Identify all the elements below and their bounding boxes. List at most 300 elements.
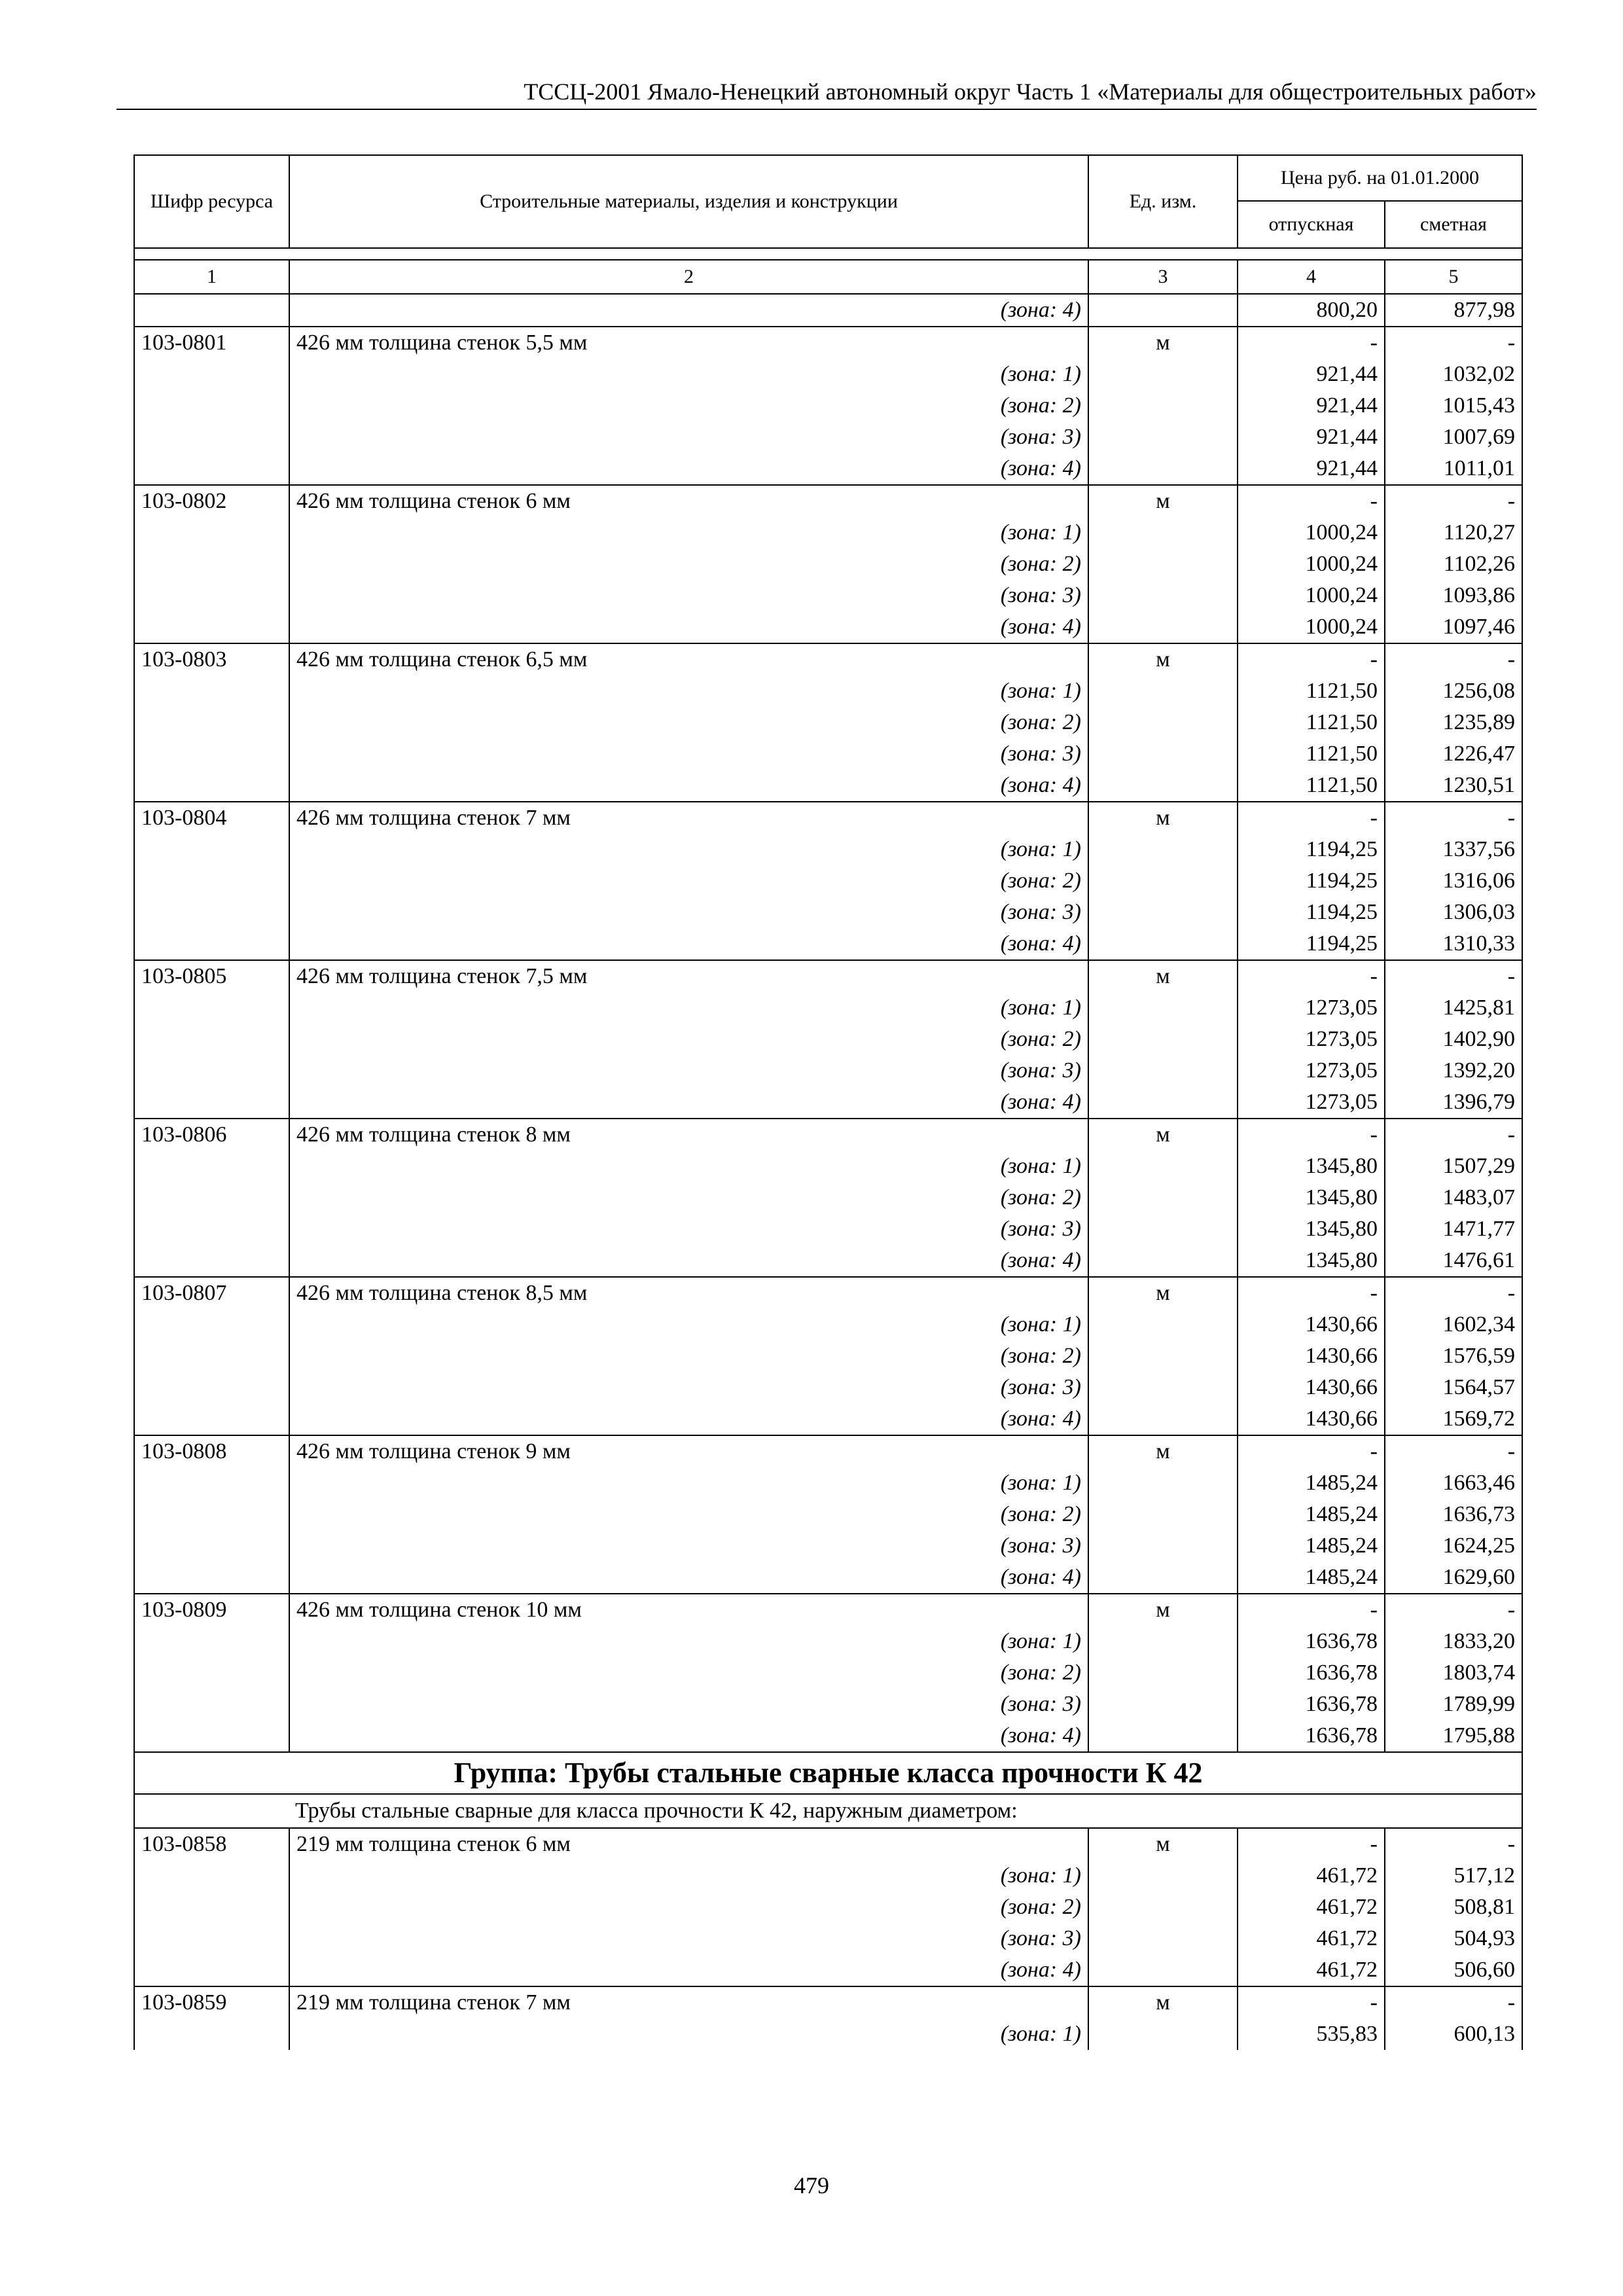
table-body <box>134 294 1522 2050</box>
estimate-price: 1392,20 <box>1385 1055 1522 1086</box>
zone-row <box>134 359 1522 390</box>
release-price: 1121,50 <box>1238 738 1385 770</box>
zone-row <box>134 1151 1522 1182</box>
release-price: 1636,78 <box>1238 1626 1385 1657</box>
estimate-price: - <box>1385 802 1522 834</box>
col-number: 1 <box>134 260 289 294</box>
estimate-price: 1425,81 <box>1385 992 1522 1024</box>
release-price: 1485,24 <box>1238 1467 1385 1499</box>
zone-cell: (зона: 4) <box>289 453 1088 485</box>
unit-cell: м <box>1088 802 1238 834</box>
estimate-price: - <box>1385 485 1522 517</box>
zone-cell: (зона: 2) <box>289 865 1088 897</box>
unit-cell <box>1088 548 1238 580</box>
table-row <box>134 1277 1522 1309</box>
unit-cell <box>1088 1403 1238 1435</box>
code-cell <box>134 517 289 548</box>
zone-cell: (зона: 2) <box>289 1892 1088 1923</box>
unit-cell: м <box>1088 1594 1238 1626</box>
code-cell <box>134 611 289 643</box>
zone-row <box>134 1024 1522 1055</box>
estimate-price: 506,60 <box>1385 1954 1522 1986</box>
zone-row <box>134 1860 1522 1892</box>
zone-row <box>134 1182 1522 1213</box>
estimate-price: 1476,61 <box>1385 1245 1522 1277</box>
unit-cell <box>1088 770 1238 802</box>
zone-cell: (зона: 4) <box>289 294 1088 327</box>
zone-cell: (зона: 1) <box>289 2018 1088 2050</box>
table-row <box>134 485 1522 517</box>
zone-row <box>134 1562 1522 1594</box>
code-cell <box>134 707 289 738</box>
unit-cell <box>1088 707 1238 738</box>
code-cell <box>134 1657 289 1689</box>
unit-cell <box>1088 1024 1238 1055</box>
item-name: 426 мм толщина стенок 8 мм <box>289 1119 1088 1151</box>
release-price: 1430,66 <box>1238 1340 1385 1372</box>
table-row <box>134 1435 1522 1467</box>
code-cell <box>134 1860 289 1892</box>
unit-cell <box>1088 738 1238 770</box>
unit-cell <box>1088 1309 1238 1340</box>
estimate-price: 1230,51 <box>1385 770 1522 802</box>
release-price: 1345,80 <box>1238 1182 1385 1213</box>
zone-row <box>134 1213 1522 1245</box>
release-price: - <box>1238 1435 1385 1467</box>
header-name: Строительные материалы, изделия и конструкции <box>289 155 1088 248</box>
zone-cell: (зона: 4) <box>289 770 1088 802</box>
price-table <box>134 154 1523 2050</box>
col-number: 4 <box>1238 260 1385 294</box>
unit-cell <box>1088 1055 1238 1086</box>
table-row <box>134 327 1522 359</box>
release-price: - <box>1238 643 1385 675</box>
unit-cell <box>1088 1954 1238 1986</box>
zone-cell: (зона: 3) <box>289 1689 1088 1720</box>
code-cell <box>134 294 289 327</box>
table-row <box>134 1119 1522 1151</box>
estimate-price: 1576,59 <box>1385 1340 1522 1372</box>
resource-code: 103-0809 <box>134 1594 289 1626</box>
unit-cell <box>1088 611 1238 643</box>
release-price: 461,72 <box>1238 1923 1385 1954</box>
unit-cell <box>1088 1467 1238 1499</box>
estimate-price: 1235,89 <box>1385 707 1522 738</box>
zone-row <box>134 1403 1522 1435</box>
estimate-price: 1316,06 <box>1385 865 1522 897</box>
zone-cell: (зона: 3) <box>289 1372 1088 1403</box>
item-name: 426 мм толщина стенок 7 мм <box>289 802 1088 834</box>
code-cell <box>134 1720 289 1752</box>
zone-cell: (зона: 1) <box>289 1467 1088 1499</box>
code-cell <box>134 422 289 453</box>
estimate-price: - <box>1385 960 1522 992</box>
unit-cell <box>1088 675 1238 707</box>
code-cell <box>134 992 289 1024</box>
code-cell <box>134 1403 289 1435</box>
zone-row <box>134 992 1522 1024</box>
release-price: 1345,80 <box>1238 1151 1385 1182</box>
unit-cell: м <box>1088 643 1238 675</box>
release-price: 921,44 <box>1238 422 1385 453</box>
code-cell <box>134 1499 289 1530</box>
release-price: 1636,78 <box>1238 1657 1385 1689</box>
header-code: Шифр ресурса <box>134 155 289 248</box>
zone-row <box>134 422 1522 453</box>
code-cell <box>134 1309 289 1340</box>
release-price: 1485,24 <box>1238 1562 1385 1594</box>
release-price: 1121,50 <box>1238 707 1385 738</box>
release-price: 461,72 <box>1238 1892 1385 1923</box>
release-price: 1194,25 <box>1238 928 1385 960</box>
release-price: - <box>1238 1277 1385 1309</box>
code-cell <box>134 1182 289 1213</box>
release-price: 1121,50 <box>1238 770 1385 802</box>
release-price: 1121,50 <box>1238 675 1385 707</box>
estimate-price: 1015,43 <box>1385 390 1522 422</box>
release-price: 1273,05 <box>1238 992 1385 1024</box>
unit-cell <box>1088 1245 1238 1277</box>
release-price: 800,20 <box>1238 294 1385 327</box>
unit-cell: м <box>1088 485 1238 517</box>
release-price: 1000,24 <box>1238 517 1385 548</box>
unit-cell <box>1088 1372 1238 1403</box>
release-price: 921,44 <box>1238 390 1385 422</box>
estimate-price: 1256,08 <box>1385 675 1522 707</box>
estimate-price: 1789,99 <box>1385 1689 1522 1720</box>
zone-row <box>134 1657 1522 1689</box>
zone-cell: (зона: 4) <box>289 928 1088 960</box>
code-cell <box>134 390 289 422</box>
zone-cell: (зона: 2) <box>289 1340 1088 1372</box>
unit-cell: м <box>1088 1435 1238 1467</box>
estimate-price: 1564,57 <box>1385 1372 1522 1403</box>
code-cell <box>134 1151 289 1182</box>
zone-cell: (зона: 1) <box>289 517 1088 548</box>
unit-cell <box>1088 834 1238 865</box>
release-price: - <box>1238 1594 1385 1626</box>
unit-cell <box>1088 1530 1238 1562</box>
unit-cell <box>1088 1626 1238 1657</box>
release-price: 1273,05 <box>1238 1086 1385 1119</box>
zone-row <box>134 1467 1522 1499</box>
release-price: 535,83 <box>1238 2018 1385 2050</box>
unit-cell <box>1088 2018 1238 2050</box>
release-price: 461,72 <box>1238 1954 1385 1986</box>
code-cell <box>134 580 289 611</box>
table-row <box>134 294 1522 327</box>
release-price: 1194,25 <box>1238 834 1385 865</box>
zone-cell: (зона: 1) <box>289 992 1088 1024</box>
release-price: 461,72 <box>1238 1860 1385 1892</box>
release-price: 1345,80 <box>1238 1245 1385 1277</box>
zone-cell: (зона: 4) <box>289 1720 1088 1752</box>
unit-cell: м <box>1088 960 1238 992</box>
release-price: 1194,25 <box>1238 897 1385 928</box>
zone-cell: (зона: 2) <box>289 548 1088 580</box>
zone-cell: (зона: 1) <box>289 1151 1088 1182</box>
zone-cell: (зона: 1) <box>289 1309 1088 1340</box>
code-cell <box>134 675 289 707</box>
unit-cell <box>1088 897 1238 928</box>
code-cell <box>134 1923 289 1954</box>
release-price: 1485,24 <box>1238 1499 1385 1530</box>
group-subtitle: Трубы стальные сварные для класса прочности К 42, наружным диаметром: <box>134 1794 1522 1828</box>
code-cell <box>134 1340 289 1372</box>
unit-cell <box>1088 1860 1238 1892</box>
estimate-price: - <box>1385 1594 1522 1626</box>
unit-cell <box>1088 517 1238 548</box>
zone-row <box>134 517 1522 548</box>
code-cell <box>134 1245 289 1277</box>
group-subtitle-row <box>134 1794 1522 1828</box>
estimate-price: 1629,60 <box>1385 1562 1522 1594</box>
estimate-price: - <box>1385 1277 1522 1309</box>
zone-row <box>134 675 1522 707</box>
estimate-price: - <box>1385 643 1522 675</box>
code-cell <box>134 1055 289 1086</box>
item-name: 426 мм толщина стенок 8,5 мм <box>289 1277 1088 1309</box>
code-cell <box>134 738 289 770</box>
estimate-price: 1093,86 <box>1385 580 1522 611</box>
zone-row <box>134 1245 1522 1277</box>
zone-cell: (зона: 2) <box>289 707 1088 738</box>
table-row <box>134 1828 1522 1860</box>
zone-cell: (зона: 2) <box>289 390 1088 422</box>
release-price: - <box>1238 485 1385 517</box>
header-release: отпускная <box>1238 201 1385 248</box>
zone-row <box>134 738 1522 770</box>
release-price: - <box>1238 327 1385 359</box>
estimate-price: 600,13 <box>1385 2018 1522 2050</box>
zone-cell: (зона: 4) <box>289 611 1088 643</box>
zone-row <box>134 1372 1522 1403</box>
zone-row <box>134 1340 1522 1372</box>
zone-row <box>134 1689 1522 1720</box>
zone-cell: (зона: 1) <box>289 1860 1088 1892</box>
item-name: 426 мм толщина стенок 9 мм <box>289 1435 1088 1467</box>
zone-row <box>134 1626 1522 1657</box>
item-name: 426 мм толщина стенок 7,5 мм <box>289 960 1088 992</box>
zone-row <box>134 897 1522 928</box>
unit-cell <box>1088 390 1238 422</box>
zone-cell: (зона: 1) <box>289 359 1088 390</box>
zone-row <box>134 1720 1522 1752</box>
release-price: 921,44 <box>1238 359 1385 390</box>
unit-cell <box>1088 1689 1238 1720</box>
resource-code: 103-0806 <box>134 1119 289 1151</box>
unit-cell <box>1088 992 1238 1024</box>
code-cell <box>134 1689 289 1720</box>
estimate-price: 877,98 <box>1385 294 1522 327</box>
zone-cell: (зона: 3) <box>289 1055 1088 1086</box>
zone-cell: (зона: 4) <box>289 1562 1088 1594</box>
table-row <box>134 1594 1522 1626</box>
release-price: 1000,24 <box>1238 548 1385 580</box>
release-price: 1430,66 <box>1238 1403 1385 1435</box>
release-price: 1345,80 <box>1238 1213 1385 1245</box>
item-name: 426 мм толщина стенок 10 мм <box>289 1594 1088 1626</box>
release-price: 921,44 <box>1238 453 1385 485</box>
code-cell <box>134 1626 289 1657</box>
col-number: 3 <box>1088 260 1238 294</box>
estimate-price: 1097,46 <box>1385 611 1522 643</box>
unit-cell <box>1088 1151 1238 1182</box>
unit-cell <box>1088 1086 1238 1119</box>
resource-code: 103-0804 <box>134 802 289 834</box>
zone-row <box>134 2018 1522 2050</box>
unit-cell <box>1088 865 1238 897</box>
estimate-price: 1226,47 <box>1385 738 1522 770</box>
code-cell <box>134 1892 289 1923</box>
zone-row <box>134 390 1522 422</box>
code-cell <box>134 865 289 897</box>
estimate-price: 1636,73 <box>1385 1499 1522 1530</box>
unit-cell <box>1088 1720 1238 1752</box>
estimate-price: 1663,46 <box>1385 1467 1522 1499</box>
estimate-price: 1396,79 <box>1385 1086 1522 1119</box>
estimate-price: 1471,77 <box>1385 1213 1522 1245</box>
zone-cell: (зона: 3) <box>289 738 1088 770</box>
item-name: 219 мм толщина стенок 6 мм <box>289 1828 1088 1860</box>
estimate-price: 1007,69 <box>1385 422 1522 453</box>
unit-cell <box>1088 1340 1238 1372</box>
col-number: 5 <box>1385 260 1522 294</box>
unit-cell <box>1088 1892 1238 1923</box>
zone-cell: (зона: 3) <box>289 1530 1088 1562</box>
estimate-price: - <box>1385 1828 1522 1860</box>
item-name: 426 мм толщина стенок 6,5 мм <box>289 643 1088 675</box>
zone-cell: (зона: 2) <box>289 1657 1088 1689</box>
col-number: 2 <box>289 260 1088 294</box>
estimate-price: 1803,74 <box>1385 1657 1522 1689</box>
zone-row <box>134 865 1522 897</box>
resource-code: 103-0805 <box>134 960 289 992</box>
zone-cell: (зона: 3) <box>289 580 1088 611</box>
zone-row <box>134 1309 1522 1340</box>
estimate-price: 517,12 <box>1385 1860 1522 1892</box>
estimate-price: 1310,33 <box>1385 928 1522 960</box>
zone-cell: (зона: 2) <box>289 1499 1088 1530</box>
zone-cell: (зона: 2) <box>289 1182 1088 1213</box>
zone-row <box>134 1954 1522 1986</box>
unit-cell: м <box>1088 1828 1238 1860</box>
estimate-price: 1795,88 <box>1385 1720 1522 1752</box>
zone-cell: (зона: 3) <box>289 897 1088 928</box>
estimate-price: 1011,01 <box>1385 453 1522 485</box>
unit-cell <box>1088 1923 1238 1954</box>
zone-cell: (зона: 4) <box>289 1954 1088 1986</box>
estimate-price: 1102,26 <box>1385 548 1522 580</box>
zone-row <box>134 1923 1522 1954</box>
estimate-price: 1569,72 <box>1385 1403 1522 1435</box>
unit-cell <box>1088 1562 1238 1594</box>
unit-cell: м <box>1088 327 1238 359</box>
zone-row <box>134 834 1522 865</box>
estimate-price: 1402,90 <box>1385 1024 1522 1055</box>
item-name: 219 мм толщина стенок 7 мм <box>289 1986 1088 2018</box>
estimate-price: 508,81 <box>1385 1892 1522 1923</box>
code-cell <box>134 1954 289 1986</box>
estimate-price: 1483,07 <box>1385 1182 1522 1213</box>
code-cell <box>134 1562 289 1594</box>
table-row <box>134 1986 1522 2018</box>
unit-cell: м <box>1088 1277 1238 1309</box>
zone-cell: (зона: 2) <box>289 1024 1088 1055</box>
resource-code: 103-0807 <box>134 1277 289 1309</box>
estimate-price: 1306,03 <box>1385 897 1522 928</box>
release-price: 1000,24 <box>1238 611 1385 643</box>
release-price: - <box>1238 960 1385 992</box>
code-cell <box>134 897 289 928</box>
unit-cell <box>1088 1499 1238 1530</box>
header-gap <box>134 248 1522 260</box>
code-cell <box>134 928 289 960</box>
estimate-price: 1507,29 <box>1385 1151 1522 1182</box>
unit-cell <box>1088 294 1238 327</box>
release-price: - <box>1238 802 1385 834</box>
code-cell <box>134 359 289 390</box>
estimate-price: 1833,20 <box>1385 1626 1522 1657</box>
code-cell <box>134 2018 289 2050</box>
resource-code: 103-0802 <box>134 485 289 517</box>
release-price: 1430,66 <box>1238 1309 1385 1340</box>
release-price: 1636,78 <box>1238 1720 1385 1752</box>
release-price: - <box>1238 1986 1385 2018</box>
header-estimate: сметная <box>1385 201 1522 248</box>
code-cell <box>134 1213 289 1245</box>
estimate-price: - <box>1385 1435 1522 1467</box>
resource-code: 103-0801 <box>134 327 289 359</box>
resource-code: 103-0803 <box>134 643 289 675</box>
zone-row <box>134 580 1522 611</box>
group-heading-row <box>134 1752 1522 1794</box>
code-cell <box>134 1372 289 1403</box>
estimate-price: 1602,34 <box>1385 1309 1522 1340</box>
release-price: 1194,25 <box>1238 865 1385 897</box>
zone-row <box>134 707 1522 738</box>
release-price: - <box>1238 1119 1385 1151</box>
zone-row <box>134 1499 1522 1530</box>
table-row <box>134 802 1522 834</box>
code-cell <box>134 1467 289 1499</box>
estimate-price: - <box>1385 1986 1522 2018</box>
estimate-price: - <box>1385 327 1522 359</box>
code-cell <box>134 770 289 802</box>
zone-cell: (зона: 1) <box>289 834 1088 865</box>
zone-row <box>134 928 1522 960</box>
zone-cell: (зона: 1) <box>289 675 1088 707</box>
code-cell <box>134 548 289 580</box>
zone-cell: (зона: 3) <box>289 1213 1088 1245</box>
code-cell <box>134 834 289 865</box>
running-header: ТССЦ-2001 Ямало-Ненецкий автономный округ Часть 1 «Материалы для общестроительных работ» <box>116 77 1537 110</box>
zone-row <box>134 611 1522 643</box>
estimate-price: 1120,27 <box>1385 517 1522 548</box>
zone-cell: (зона: 3) <box>289 1923 1088 1954</box>
unit-cell <box>1088 580 1238 611</box>
zone-cell: (зона: 4) <box>289 1086 1088 1119</box>
unit-cell <box>1088 1213 1238 1245</box>
estimate-price: 1032,02 <box>1385 359 1522 390</box>
estimate-price: 504,93 <box>1385 1923 1522 1954</box>
unit-cell <box>1088 422 1238 453</box>
zone-row <box>134 548 1522 580</box>
zone-row <box>134 1530 1522 1562</box>
unit-cell <box>1088 359 1238 390</box>
unit-cell <box>1088 453 1238 485</box>
release-price: 1000,24 <box>1238 580 1385 611</box>
